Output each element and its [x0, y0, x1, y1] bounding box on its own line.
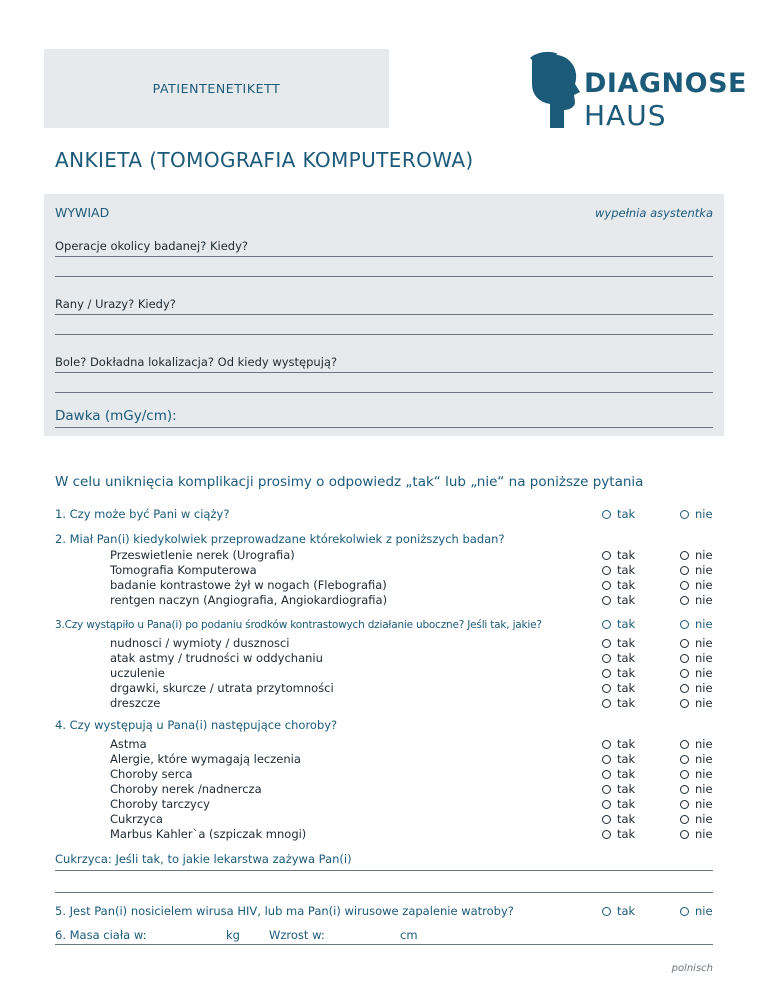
radio-circle-icon	[602, 639, 611, 648]
diabetes-medication-line-2[interactable]	[55, 892, 713, 893]
logo-line1: DIAGNOSE	[584, 68, 747, 99]
q3-yes-radio[interactable]: tak	[602, 651, 635, 666]
q3-yes-column	[602, 636, 635, 711]
height-unit: cm	[400, 928, 418, 942]
q2-no-radio[interactable]: nie	[680, 563, 713, 578]
q3-no-column	[680, 636, 713, 711]
q4-item: Cukrzyca	[110, 812, 163, 826]
radio-circle-icon	[602, 551, 611, 560]
radio-circle-icon	[602, 907, 611, 916]
question-1: 1. Czy może być Pani w ciąży?	[55, 507, 230, 521]
q4-items	[110, 737, 306, 842]
q1-no-radio[interactable]: nie	[680, 507, 713, 522]
radio-circle-icon	[680, 699, 689, 708]
q2-yes-radio[interactable]: tak	[602, 578, 635, 593]
radio-circle-icon	[602, 669, 611, 678]
q4-item: Choroby tarczycy	[110, 797, 210, 811]
q4-no-radio[interactable]: nie	[680, 767, 713, 782]
q3-no-radio[interactable]: nie	[680, 636, 713, 651]
radio-circle-icon	[680, 581, 689, 590]
q3-yes-radio[interactable]: tak	[602, 617, 635, 632]
q3-yes-radio[interactable]: tak	[602, 636, 635, 651]
q4-no-column	[680, 737, 713, 842]
radio-circle-icon	[680, 770, 689, 779]
q2-item: Przeswietlenie nerek (Urografia)	[110, 548, 295, 562]
radio-circle-icon	[680, 510, 689, 519]
q2-no-column	[680, 548, 713, 608]
q4-item: Alergie, które wymagają leczenia	[110, 752, 301, 766]
q4-no-radio[interactable]: nie	[680, 827, 713, 842]
radio-circle-icon	[680, 654, 689, 663]
radio-circle-icon	[680, 815, 689, 824]
weight-height-line[interactable]	[55, 944, 713, 945]
logo-line2: HAUS	[584, 99, 667, 132]
surgery-field-line-2[interactable]	[55, 276, 713, 277]
q3-yes-radio[interactable]: tak	[602, 696, 635, 711]
radio-circle-icon	[680, 566, 689, 575]
language-footer: polnisch	[671, 963, 713, 974]
q3-item: atak astmy / trudności w oddychaniu	[110, 651, 323, 665]
pain-field-line-2[interactable]	[55, 392, 713, 393]
q2-yes-radio[interactable]: tak	[602, 593, 635, 608]
radio-circle-icon	[602, 684, 611, 693]
radio-circle-icon	[680, 620, 689, 629]
pain-field-label: Bole? Dokładna lokalizacja? Od kiedy występują?	[55, 355, 338, 369]
q2-no-radio[interactable]: nie	[680, 578, 713, 593]
diabetes-medication-line[interactable]	[55, 870, 713, 871]
q1-yes-radio[interactable]: tak	[602, 507, 635, 522]
radio-circle-icon	[602, 800, 611, 809]
q4-item: Astma	[110, 737, 147, 751]
radio-circle-icon	[680, 830, 689, 839]
radio-circle-icon	[680, 785, 689, 794]
question-5: 5. Jest Pan(i) nosicielem wirusa HIV, lub ma Pan(i) wirusowe zapalenie watroby?	[55, 904, 514, 918]
q4-yes-column	[602, 737, 635, 842]
patient-label-box	[44, 49, 389, 128]
radio-circle-icon	[602, 510, 611, 519]
questions-intro: W celu uniknięcia komplikacji prosimy o odpowiedz „tak“ lub „nie“ na poniższe pytania	[55, 474, 644, 490]
surgery-field-line[interactable]	[55, 256, 713, 257]
radio-circle-icon	[680, 669, 689, 678]
q2-yes-column	[602, 548, 635, 608]
q4-yes-radio[interactable]: tak	[602, 782, 635, 797]
q3-item: dreszcze	[110, 696, 161, 710]
assistant-note: wypełnia asystentka	[595, 206, 713, 220]
q3-no-radio[interactable]: nie	[680, 666, 713, 681]
q4-no-radio[interactable]: nie	[680, 782, 713, 797]
dose-field-line[interactable]	[55, 427, 713, 428]
q4-no-radio[interactable]: nie	[680, 812, 713, 827]
q3-no-radio[interactable]: nie	[680, 651, 713, 666]
diabetes-followup-label: Cukrzyca: Jeśli tak, to jakie lekarstwa zażywa Pan(i)	[55, 852, 352, 866]
radio-circle-icon	[680, 551, 689, 560]
q2-yes-radio[interactable]: tak	[602, 548, 635, 563]
q4-no-radio[interactable]: nie	[680, 737, 713, 752]
q5-no-radio[interactable]: nie	[680, 904, 713, 919]
q2-item: rentgen naczyn (Angiografia, Angiokardiografia)	[110, 593, 388, 607]
q2-item: badanie kontrastowe żył w nogach (Flebografia)	[110, 578, 387, 592]
page-title: ANKIETA (TOMOGRAFIA KOMPUTEROWA)	[55, 148, 474, 172]
radio-circle-icon	[602, 830, 611, 839]
radio-circle-icon	[602, 770, 611, 779]
history-panel	[44, 194, 724, 436]
q3-no-radio[interactable]: nie	[680, 681, 713, 696]
q3-item: nudnosci / wymioty / dusznosci	[110, 636, 290, 650]
q4-yes-radio[interactable]: tak	[602, 737, 635, 752]
question-6-weight-label: 6. Masa ciała w:	[55, 928, 147, 942]
pain-field-line[interactable]	[55, 372, 713, 373]
radio-circle-icon	[680, 740, 689, 749]
radio-circle-icon	[680, 596, 689, 605]
q3-yes-radio[interactable]: tak	[602, 681, 635, 696]
diagnosehaus-logo	[528, 52, 747, 132]
radio-circle-icon	[680, 907, 689, 916]
radio-circle-icon	[680, 684, 689, 693]
q2-item: Tomografia Komputerowa	[110, 563, 257, 577]
radio-circle-icon	[602, 699, 611, 708]
q4-no-radio[interactable]: nie	[680, 752, 713, 767]
radio-circle-icon	[680, 800, 689, 809]
question-3: 3.Czy wystąpiło u Pana(i) po podaniu środków kontrastowych działanie uboczne? Jeśli tak, jakie?	[55, 619, 542, 631]
q3-yes-radio[interactable]: tak	[602, 666, 635, 681]
question-4: 4. Czy występują u Pana(i) następujące choroby?	[55, 718, 338, 732]
head-profile-icon	[528, 52, 747, 132]
question-2: 2. Miał Pan(i) kiedykolwiek przeprowadzane którekolwiek z poniższych badan?	[55, 532, 505, 546]
height-label: Wzrost w:	[269, 928, 325, 942]
q3-item: drgawki, skurcze / utrata przytomności	[110, 681, 334, 695]
q4-item: Marbus Kahler`a (szpiczak mnogi)	[110, 827, 307, 841]
radio-circle-icon	[602, 785, 611, 794]
q2-yes-radio[interactable]: tak	[602, 563, 635, 578]
radio-circle-icon	[602, 596, 611, 605]
q4-yes-radio[interactable]: tak	[602, 827, 635, 842]
injuries-field-line[interactable]	[55, 314, 713, 315]
radio-circle-icon	[602, 566, 611, 575]
q3-no-radio[interactable]: nie	[680, 696, 713, 711]
radio-circle-icon	[680, 755, 689, 764]
q4-item: Choroby nerek /nadnercza	[110, 782, 262, 796]
q4-yes-radio[interactable]: tak	[602, 812, 635, 827]
surgery-field-label: Operacje okolicy badanej? Kiedy?	[55, 239, 248, 253]
radio-circle-icon	[602, 815, 611, 824]
q3-item: uczulenie	[110, 666, 165, 680]
q4-yes-radio[interactable]: tak	[602, 797, 635, 812]
q5-yes-radio[interactable]: tak	[602, 904, 635, 919]
q3-no-radio[interactable]: nie	[680, 617, 713, 632]
q3-items	[110, 636, 334, 711]
radio-circle-icon	[602, 581, 611, 590]
injuries-field-label: Rany / Urazy? Kiedy?	[55, 297, 176, 311]
patient-label-text: PATIENTENETIKETT	[152, 81, 281, 96]
q2-no-radio[interactable]: nie	[680, 593, 713, 608]
q4-no-radio[interactable]: nie	[680, 797, 713, 812]
q4-item: Choroby serca	[110, 767, 193, 781]
q2-no-radio[interactable]: nie	[680, 548, 713, 563]
q4-yes-radio[interactable]: tak	[602, 767, 635, 782]
q4-yes-radio[interactable]: tak	[602, 752, 635, 767]
radio-circle-icon	[680, 639, 689, 648]
dose-label: Dawka (mGy/cm):	[55, 408, 177, 424]
weight-unit: kg	[226, 928, 240, 942]
radio-circle-icon	[602, 740, 611, 749]
history-heading: WYWIAD	[55, 205, 110, 220]
radio-circle-icon	[602, 755, 611, 764]
injuries-field-line-2[interactable]	[55, 334, 713, 335]
q2-items	[110, 548, 387, 608]
radio-circle-icon	[602, 620, 611, 629]
radio-circle-icon	[602, 654, 611, 663]
